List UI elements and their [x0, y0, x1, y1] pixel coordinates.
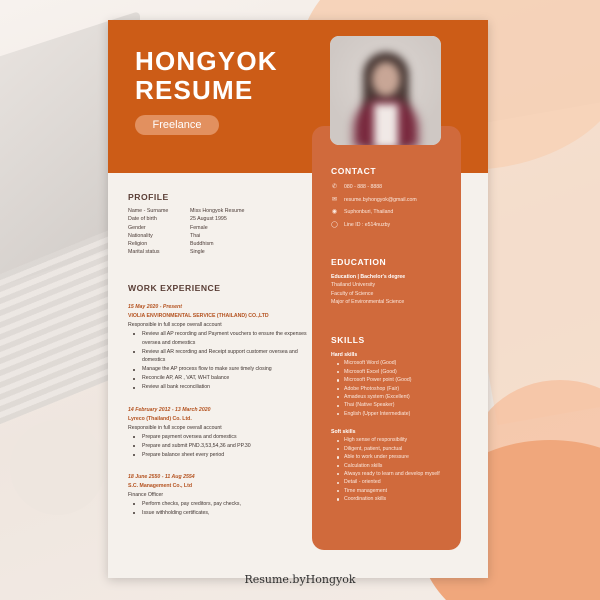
profile-value: Miss Hongyok Resume	[190, 208, 245, 214]
soft-skills-title: Soft skills	[331, 429, 356, 435]
profile-photo	[330, 36, 441, 145]
list-item: Able to work under pressure	[335, 453, 459, 461]
work-experience-heading: WORK EXPERIENCE	[128, 283, 221, 293]
job-entry	[128, 303, 308, 392]
profile-value: Buddhism	[190, 241, 214, 248]
list-item: High sense of responsibility	[335, 436, 459, 444]
job-duties	[128, 330, 308, 392]
contact-heading: CONTACT	[331, 166, 377, 176]
phone-text: 080 - 888 - 8888	[344, 183, 383, 190]
list-item: Review all AR recording and Receipt support customer oversea and domestics	[131, 348, 308, 366]
job-entry	[128, 473, 308, 518]
list-item: Diligent, patient, punctual	[335, 445, 459, 453]
list-item: Reconcile AP, AR , VAT, WHT balance	[131, 374, 308, 383]
profile-value: Thai	[190, 232, 201, 239]
education-line: Thailand University	[331, 282, 376, 289]
list-item: Always ready to learn and develop myself	[335, 470, 459, 478]
job-date: 18 June 2550 - 11 Aug 2554	[128, 474, 195, 480]
education-heading: EDUCATION	[331, 257, 387, 267]
job-duties	[128, 433, 308, 460]
hard-skills-title: Hard skills	[331, 352, 358, 358]
hard-skills-block	[331, 351, 459, 418]
profile-value: Single	[190, 249, 205, 256]
list-item: Prepare and submit PND.3,53,54,36 and PP.30	[131, 442, 308, 451]
list-item: Amadeus system (Excellent)	[335, 393, 459, 401]
line-id-text: Line ID : e514nuzby	[344, 221, 391, 228]
job-duties	[128, 500, 308, 518]
list-item: Microsoft Excel (Good)	[335, 368, 459, 376]
profile-label: Religion	[128, 241, 148, 248]
job-role: Responsible in full scope overall account	[128, 321, 222, 328]
location-icon: ◉	[331, 209, 338, 215]
contact-line	[331, 220, 390, 229]
profile-value: 25 August 1995	[190, 216, 227, 223]
list-item: Issue withholding certificates,	[131, 509, 308, 518]
name-line-1: HONGYOK	[135, 46, 278, 76]
list-item: Prepare payment oversea and domestics	[131, 433, 308, 442]
resume-title	[135, 47, 278, 105]
list-item: Thai (Native Speaker)	[335, 401, 459, 409]
profile-label: Nationality	[128, 232, 153, 239]
education-block	[331, 273, 456, 307]
job-company: S.C. Management Co., Ltd	[128, 482, 192, 489]
profile-label: Gender	[128, 224, 146, 231]
footer-watermark: Resume.byHongyok	[244, 573, 356, 586]
skills-heading: SKILLS	[331, 335, 365, 345]
job-company: VIOLIA ENVIRONMENTAL SERVICE (THAILAND) CO.,LTD	[128, 312, 269, 319]
profile-label: Date of birth	[128, 216, 157, 223]
list-item: Coordination skills	[335, 495, 459, 503]
contact-location	[331, 207, 393, 216]
list-item: Calculation skills	[335, 462, 459, 470]
profile-label: Marital status	[128, 249, 160, 256]
job-company: Lyreco (Thailand) Co. Ltd.	[128, 415, 192, 422]
email-text: resume.byhongyok@gmail.com	[344, 196, 417, 203]
list-item: Manage the AP process flow to make sure timely closing	[131, 365, 308, 374]
contact-phone	[331, 182, 382, 191]
job-entry	[128, 406, 308, 459]
list-item: Review all bank reconciliation	[131, 383, 308, 392]
education-line: Major of Environmental Science	[331, 299, 405, 306]
job-date: 15 May 2020 - Present	[128, 304, 182, 310]
list-item: Adobe Photoshop (Fair)	[335, 385, 459, 393]
job-role: Responsible in full scope overall account	[128, 424, 222, 431]
list-item: Detail - oriented	[335, 478, 459, 486]
education-line: Faculty of Science	[331, 290, 374, 297]
profile-value: Female	[190, 224, 208, 231]
phone-icon: ✆	[331, 184, 338, 190]
location-text: Suphonburi, Thailand	[344, 208, 394, 215]
hard-skills-list	[331, 359, 459, 418]
list-item: Time management	[335, 487, 459, 495]
profile-label: Name - Surname	[128, 208, 169, 214]
mail-icon: ✉	[331, 197, 338, 203]
education-title: Education | Bachelor's degree	[331, 274, 406, 280]
list-item: Prepare balance sheet every period	[131, 451, 308, 460]
list-item: Microsoft Word (Good)	[335, 359, 459, 367]
background-cup	[10, 420, 105, 515]
job-date: 14 February 2012 - 13 March 2020	[128, 407, 211, 413]
contact-email	[331, 195, 417, 204]
job-role: Finance Officer	[128, 491, 164, 498]
soft-skills-list	[331, 436, 459, 503]
name-line-2: RESUME	[135, 75, 254, 105]
role-badge: Freelance	[135, 115, 219, 135]
chat-icon: ◯	[331, 222, 338, 228]
profile-heading: PROFILE	[128, 192, 169, 202]
list-item: English (Upper Intermediate)	[335, 410, 459, 418]
profile-table	[128, 207, 298, 257]
list-item: Microsoft Power point (Good)	[335, 376, 459, 384]
list-item: Review all AP recording and Payment vouchers to ensure the expenses oversea and domestics	[131, 330, 308, 348]
soft-skills-block	[331, 428, 459, 504]
list-item: Perform checks, pay creditors, pay checks,	[131, 500, 308, 509]
resume-page	[108, 20, 488, 578]
